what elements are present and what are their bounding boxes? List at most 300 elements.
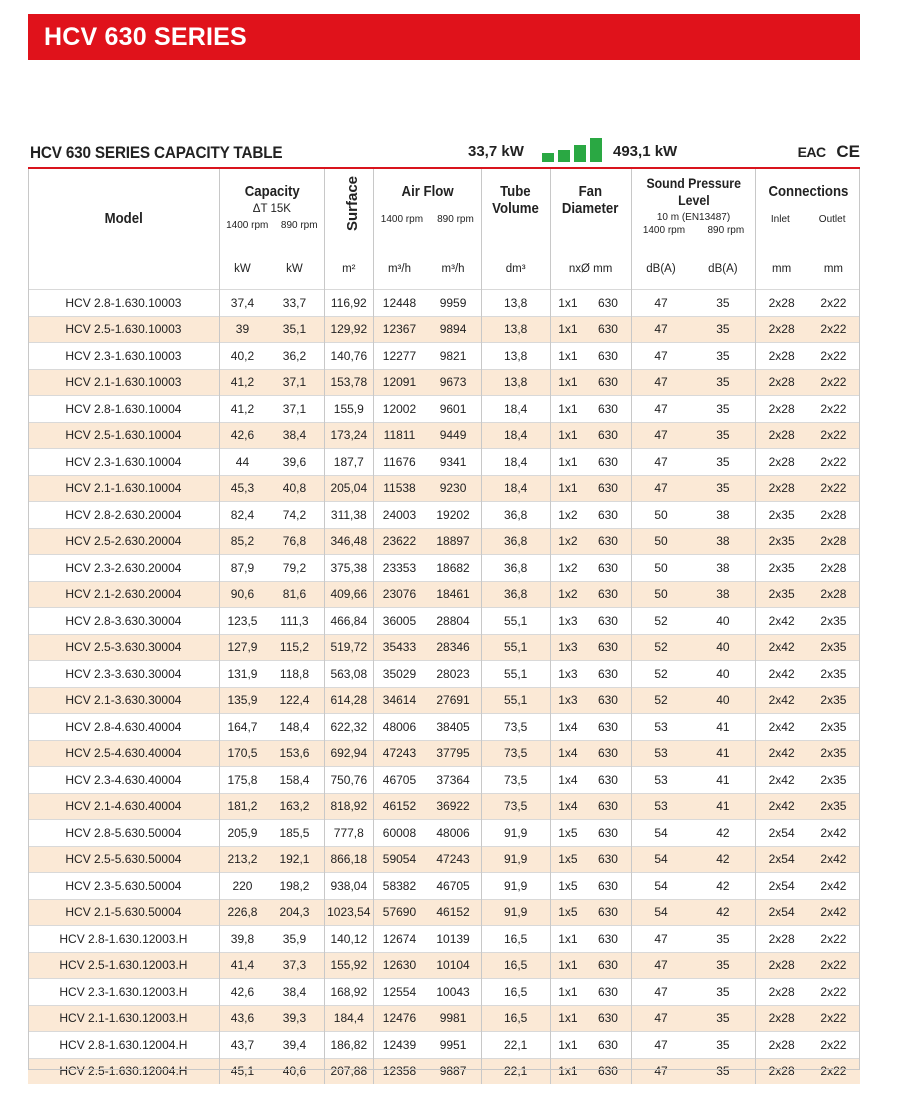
cell-surface: 614,28: [324, 687, 373, 714]
capacity-bar-3: [574, 145, 586, 162]
cell-outlet: 2x42: [807, 846, 860, 873]
cell-air-lo: 37795: [425, 740, 481, 767]
cell-air-lo: 9951: [425, 1032, 481, 1059]
cell-fan-d: 630: [585, 952, 631, 979]
cell-tube: 22,1: [481, 1058, 550, 1084]
cell-air-hi: 36005: [373, 608, 425, 635]
cell-surface: 184,4: [324, 1005, 373, 1032]
cell-air-lo: 18461: [425, 581, 481, 608]
cell-tube: 13,8: [481, 369, 550, 396]
cell-snd-hi: 47: [631, 475, 690, 502]
cell-tube: 36,8: [481, 528, 550, 555]
cell-air-lo: 9673: [425, 369, 481, 396]
cell-cap-hi: 42,6: [219, 422, 265, 449]
cell-air-hi: 34614: [373, 687, 425, 714]
cell-surface: 1023,54: [324, 899, 373, 926]
cell-fan-d: 630: [585, 714, 631, 741]
cell-inlet: 2x35: [756, 581, 807, 608]
conn-outlet: Outlet: [818, 214, 846, 225]
cell-snd-lo: 35: [690, 1005, 756, 1032]
table-row: [28, 714, 860, 741]
cell-outlet: 2x22: [807, 396, 860, 423]
cell-inlet: 2x28: [756, 1005, 807, 1032]
cell-fan-d: 630: [585, 290, 631, 317]
cell-tube: 16,5: [481, 1005, 550, 1032]
cell-air-hi: 60008: [373, 820, 425, 847]
table-row: [28, 555, 860, 582]
cell-fan-d: 630: [585, 502, 631, 529]
table-row: [28, 820, 860, 847]
cell-air-hi: 12630: [373, 952, 425, 979]
cell-cap-lo: 33,7: [265, 290, 324, 317]
cell-cap-hi: 226,8: [219, 899, 265, 926]
cell-cap-lo: 81,6: [265, 581, 324, 608]
cell-fan-n: 1x1: [550, 422, 585, 449]
cell-snd-hi: 47: [631, 449, 690, 476]
cell-fan-d: 630: [585, 608, 631, 635]
table-row: [28, 899, 860, 926]
cell-fan-d: 630: [585, 369, 631, 396]
cell-cap-hi: 37,4: [219, 290, 265, 317]
cell-snd-lo: 35: [690, 475, 756, 502]
cell-inlet: 2x35: [756, 528, 807, 555]
cell-model: HCV 2.5-1.630.10003: [28, 316, 219, 343]
cell-outlet: 2x35: [807, 740, 860, 767]
cell-air-hi: 57690: [373, 899, 425, 926]
cell-air-hi: 12358: [373, 1058, 425, 1084]
cell-cap-hi: 90,6: [219, 581, 265, 608]
table-row: [28, 687, 860, 714]
cell-surface: 140,12: [324, 926, 373, 953]
cell-cap-hi: 205,9: [219, 820, 265, 847]
cell-snd-lo: 35: [690, 369, 756, 396]
cell-inlet: 2x42: [756, 687, 807, 714]
table-row: [28, 926, 860, 953]
cell-cap-lo: 118,8: [265, 661, 324, 688]
cell-air-hi: 59054: [373, 846, 425, 873]
cell-air-lo: 9894: [425, 316, 481, 343]
cell-outlet: 2x35: [807, 661, 860, 688]
cell-cap-hi: 170,5: [219, 740, 265, 767]
cell-model: HCV 2.8-3.630.30004: [28, 608, 219, 635]
cell-outlet: 2x22: [807, 369, 860, 396]
cell-snd-hi: 52: [631, 634, 690, 661]
cell-outlet: 2x22: [807, 475, 860, 502]
cell-model: HCV 2.8-4.630.40004: [28, 714, 219, 741]
cell-inlet: 2x28: [756, 1058, 807, 1084]
cell-model: HCV 2.5-4.630.40004: [28, 740, 219, 767]
cell-air-hi: 23076: [373, 581, 425, 608]
cell-air-lo: 9601: [425, 396, 481, 423]
cell-surface: 155,9: [324, 396, 373, 423]
cell-fan-d: 630: [585, 873, 631, 900]
cell-surface: 186,82: [324, 1032, 373, 1059]
cell-model: HCV 2.3-2.630.20004: [28, 555, 219, 582]
cell-snd-hi: 47: [631, 952, 690, 979]
cell-snd-lo: 35: [690, 316, 756, 343]
cell-fan-n: 1x1: [550, 926, 585, 953]
cell-snd-hi: 50: [631, 581, 690, 608]
cell-fan-d: 630: [585, 979, 631, 1006]
cell-cap-hi: 42,6: [219, 979, 265, 1006]
cell-air-hi: 58382: [373, 873, 425, 900]
cell-snd-lo: 35: [690, 1058, 756, 1084]
cell-fan-d: 630: [585, 846, 631, 873]
cell-tube: 55,1: [481, 661, 550, 688]
cell-snd-hi: 47: [631, 1005, 690, 1032]
cell-fan-d: 630: [585, 687, 631, 714]
cell-cap-lo: 39,4: [265, 1032, 324, 1059]
cell-tube: 22,1: [481, 1032, 550, 1059]
cell-fan-d: 630: [585, 581, 631, 608]
col-fan-diameter: Fan Diameter: [550, 169, 631, 249]
unit-cap-hi: kW: [219, 249, 265, 290]
cell-surface: 519,72: [324, 634, 373, 661]
cell-cap-hi: 85,2: [219, 528, 265, 555]
cell-cap-lo: 153,6: [265, 740, 324, 767]
cell-tube: 73,5: [481, 767, 550, 794]
cell-model: HCV 2.1-4.630.40004: [28, 793, 219, 820]
table-row: [28, 475, 860, 502]
cell-surface: 818,92: [324, 793, 373, 820]
cell-snd-hi: 47: [631, 316, 690, 343]
cell-surface: 777,8: [324, 820, 373, 847]
cell-air-hi: 23353: [373, 555, 425, 582]
cell-outlet: 2x22: [807, 979, 860, 1006]
cell-cap-hi: 41,2: [219, 369, 265, 396]
capacity-max: 493,1 kW: [613, 143, 678, 160]
cell-cap-lo: 40,6: [265, 1058, 324, 1084]
cell-fan-n: 1x1: [550, 1032, 585, 1059]
cell-cap-hi: 181,2: [219, 793, 265, 820]
unit-surface: m²: [324, 249, 373, 290]
cell-cap-hi: 135,9: [219, 687, 265, 714]
cell-outlet: 2x22: [807, 449, 860, 476]
cell-surface: 866,18: [324, 846, 373, 873]
cell-fan-d: 630: [585, 1058, 631, 1084]
cell-air-lo: 46705: [425, 873, 481, 900]
cell-model: HCV 2.3-5.630.50004: [28, 873, 219, 900]
cell-cap-hi: 127,9: [219, 634, 265, 661]
cell-cap-hi: 220: [219, 873, 265, 900]
cell-air-lo: 27691: [425, 687, 481, 714]
cell-cap-lo: 36,2: [265, 343, 324, 370]
cell-snd-lo: 38: [690, 555, 756, 582]
cell-fan-n: 1x1: [550, 1005, 585, 1032]
table-row: [28, 634, 860, 661]
cell-fan-d: 630: [585, 926, 631, 953]
cell-snd-lo: 40: [690, 661, 756, 688]
table-body: [28, 290, 860, 1085]
table-row: [28, 952, 860, 979]
cell-cap-lo: 38,4: [265, 422, 324, 449]
unit-snd-lo: dB(A): [690, 249, 756, 290]
capacity-bars-icon: [542, 138, 606, 162]
col-tube-volume: Tube Volume: [481, 169, 550, 249]
cell-air-hi: 11676: [373, 449, 425, 476]
cell-snd-hi: 54: [631, 873, 690, 900]
cell-fan-n: 1x2: [550, 555, 585, 582]
cell-air-hi: 12439: [373, 1032, 425, 1059]
cell-snd-lo: 35: [690, 396, 756, 423]
table-row: [28, 449, 860, 476]
cell-inlet: 2x28: [756, 1032, 807, 1059]
cell-tube: 73,5: [481, 714, 550, 741]
cell-snd-lo: 42: [690, 873, 756, 900]
cell-fan-n: 1x1: [550, 475, 585, 502]
cell-air-hi: 46152: [373, 793, 425, 820]
cell-outlet: 2x35: [807, 687, 860, 714]
cell-cap-lo: 148,4: [265, 714, 324, 741]
cell-snd-lo: 42: [690, 820, 756, 847]
cell-cap-hi: 175,8: [219, 767, 265, 794]
table-row: [28, 316, 860, 343]
cell-model: HCV 2.1-3.630.30004: [28, 687, 219, 714]
cell-cap-lo: 37,1: [265, 369, 324, 396]
cell-inlet: 2x42: [756, 793, 807, 820]
cell-model: HCV 2.5-3.630.30004: [28, 634, 219, 661]
cell-surface: 750,76: [324, 767, 373, 794]
table-row: [28, 1032, 860, 1059]
cell-inlet: 2x42: [756, 661, 807, 688]
cell-model: HCV 2.5-5.630.50004: [28, 846, 219, 873]
cell-fan-n: 1x4: [550, 740, 585, 767]
cell-snd-hi: 47: [631, 979, 690, 1006]
cell-tube: 13,8: [481, 316, 550, 343]
cell-fan-n: 1x5: [550, 873, 585, 900]
cell-snd-lo: 41: [690, 793, 756, 820]
cell-inlet: 2x28: [756, 316, 807, 343]
cell-air-hi: 11538: [373, 475, 425, 502]
table-row: [28, 343, 860, 370]
cell-cap-hi: 44: [219, 449, 265, 476]
cell-outlet: 2x35: [807, 714, 860, 741]
cell-tube: 36,8: [481, 555, 550, 582]
cell-snd-lo: 41: [690, 767, 756, 794]
cell-snd-lo: 35: [690, 449, 756, 476]
cell-air-hi: 23622: [373, 528, 425, 555]
cell-inlet: 2x54: [756, 846, 807, 873]
cell-fan-d: 630: [585, 449, 631, 476]
cell-tube: 18,4: [481, 449, 550, 476]
cell-cap-lo: 76,8: [265, 528, 324, 555]
cell-snd-hi: 50: [631, 502, 690, 529]
cell-cap-lo: 74,2: [265, 502, 324, 529]
cell-cap-hi: 43,7: [219, 1032, 265, 1059]
cell-inlet: 2x54: [756, 899, 807, 926]
cell-surface: 116,92: [324, 290, 373, 317]
cell-fan-n: 1x4: [550, 767, 585, 794]
cell-surface: 140,76: [324, 343, 373, 370]
cell-surface: 346,48: [324, 528, 373, 555]
cell-inlet: 2x28: [756, 449, 807, 476]
cell-cap-lo: 79,2: [265, 555, 324, 582]
cell-cap-lo: 158,4: [265, 767, 324, 794]
cell-surface: 311,38: [324, 502, 373, 529]
capacity-table: [28, 169, 860, 1084]
cell-snd-lo: 42: [690, 899, 756, 926]
cell-outlet: 2x35: [807, 793, 860, 820]
cell-inlet: 2x42: [756, 714, 807, 741]
cell-fan-n: 1x3: [550, 661, 585, 688]
cell-fan-d: 630: [585, 1005, 631, 1032]
cell-cap-hi: 123,5: [219, 608, 265, 635]
cell-cap-lo: 39,6: [265, 449, 324, 476]
cell-fan-n: 1x1: [550, 343, 585, 370]
cell-snd-hi: 53: [631, 714, 690, 741]
table-row: [28, 528, 860, 555]
cell-snd-hi: 53: [631, 793, 690, 820]
cell-cap-lo: 35,1: [265, 316, 324, 343]
cap-rpm-lo: 890 rpm: [280, 220, 318, 231]
cell-surface: 205,04: [324, 475, 373, 502]
cell-cap-lo: 192,1: [265, 846, 324, 873]
table-row: [28, 1005, 860, 1032]
cell-snd-hi: 54: [631, 846, 690, 873]
cell-air-hi: 11811: [373, 422, 425, 449]
cell-cap-lo: 185,5: [265, 820, 324, 847]
table-row: [28, 846, 860, 873]
cell-fan-n: 1x1: [550, 369, 585, 396]
cell-outlet: 2x35: [807, 767, 860, 794]
cell-tube: 36,8: [481, 502, 550, 529]
cell-snd-lo: 35: [690, 926, 756, 953]
cell-air-hi: 24003: [373, 502, 425, 529]
cell-fan-n: 1x1: [550, 290, 585, 317]
table-row: [28, 873, 860, 900]
table-row: [28, 608, 860, 635]
cell-model: HCV 2.5-1.630.10004: [28, 422, 219, 449]
cell-fan-n: 1x1: [550, 449, 585, 476]
cell-air-hi: 12448: [373, 290, 425, 317]
cell-fan-d: 630: [585, 396, 631, 423]
cell-tube: 18,4: [481, 475, 550, 502]
cell-cap-hi: 82,4: [219, 502, 265, 529]
cell-inlet: 2x35: [756, 502, 807, 529]
conn-inlet: Inlet: [770, 214, 790, 225]
cell-inlet: 2x28: [756, 926, 807, 953]
series-title: HCV 630 SERIES: [44, 23, 247, 51]
cell-cap-lo: 111,3: [265, 608, 324, 635]
cell-fan-d: 630: [585, 740, 631, 767]
cell-model: HCV 2.1-1.630.10004: [28, 475, 219, 502]
cell-cap-hi: 39: [219, 316, 265, 343]
series-banner: [28, 14, 860, 60]
table-row: [28, 422, 860, 449]
cell-tube: 55,1: [481, 608, 550, 635]
cell-air-lo: 28346: [425, 634, 481, 661]
cell-fan-n: 1x1: [550, 396, 585, 423]
cell-fan-d: 630: [585, 661, 631, 688]
cell-cap-hi: 87,9: [219, 555, 265, 582]
cell-air-lo: 48006: [425, 820, 481, 847]
cell-surface: 155,92: [324, 952, 373, 979]
cell-cap-lo: 204,3: [265, 899, 324, 926]
cell-inlet: 2x28: [756, 369, 807, 396]
cell-fan-n: 1x4: [550, 714, 585, 741]
cell-cap-hi: 40,2: [219, 343, 265, 370]
cell-cap-lo: 115,2: [265, 634, 324, 661]
cell-snd-hi: 47: [631, 343, 690, 370]
cell-fan-n: 1x5: [550, 899, 585, 926]
cell-fan-n: 1x5: [550, 846, 585, 873]
cell-outlet: 2x22: [807, 1058, 860, 1084]
cell-fan-d: 630: [585, 1032, 631, 1059]
cell-air-hi: 46705: [373, 767, 425, 794]
cell-tube: 36,8: [481, 581, 550, 608]
cell-snd-hi: 47: [631, 1032, 690, 1059]
cell-tube: 91,9: [481, 873, 550, 900]
cell-model: HCV 2.8-5.630.50004: [28, 820, 219, 847]
cell-outlet: 2x35: [807, 608, 860, 635]
cell-tube: 91,9: [481, 820, 550, 847]
cell-cap-lo: 38,4: [265, 979, 324, 1006]
cell-snd-hi: 47: [631, 1058, 690, 1084]
cell-snd-hi: 47: [631, 422, 690, 449]
cell-snd-lo: 38: [690, 528, 756, 555]
cell-inlet: 2x28: [756, 290, 807, 317]
cell-cap-lo: 37,1: [265, 396, 324, 423]
cell-cap-hi: 43,6: [219, 1005, 265, 1032]
cell-surface: 409,66: [324, 581, 373, 608]
cell-snd-hi: 52: [631, 608, 690, 635]
cell-tube: 55,1: [481, 687, 550, 714]
unit-air-lo: m³/h: [425, 249, 481, 290]
cell-snd-lo: 38: [690, 502, 756, 529]
cell-cap-hi: 41,2: [219, 396, 265, 423]
cell-air-hi: 12002: [373, 396, 425, 423]
cell-air-lo: 28804: [425, 608, 481, 635]
cell-outlet: 2x22: [807, 422, 860, 449]
cell-fan-n: 1x4: [550, 793, 585, 820]
cell-snd-hi: 54: [631, 899, 690, 926]
unit-snd-hi: dB(A): [631, 249, 690, 290]
cell-fan-d: 630: [585, 793, 631, 820]
cell-air-lo: 36922: [425, 793, 481, 820]
cell-outlet: 2x42: [807, 873, 860, 900]
cell-tube: 73,5: [481, 793, 550, 820]
cell-snd-lo: 40: [690, 634, 756, 661]
cell-air-lo: 18682: [425, 555, 481, 582]
cell-model: HCV 2.1-1.630.12003.H: [28, 1005, 219, 1032]
cell-fan-d: 630: [585, 767, 631, 794]
cell-tube: 55,1: [481, 634, 550, 661]
cell-snd-lo: 38: [690, 581, 756, 608]
cell-surface: 129,92: [324, 316, 373, 343]
cell-outlet: 2x42: [807, 899, 860, 926]
cell-cap-hi: 213,2: [219, 846, 265, 873]
cell-cap-hi: 131,9: [219, 661, 265, 688]
cell-surface: 563,08: [324, 661, 373, 688]
cell-outlet: 2x28: [807, 528, 860, 555]
cell-air-hi: 12367: [373, 316, 425, 343]
cell-tube: 13,8: [481, 290, 550, 317]
cell-surface: 207,88: [324, 1058, 373, 1084]
units-row: [28, 249, 860, 290]
cell-model: HCV 2.1-2.630.20004: [28, 581, 219, 608]
cell-snd-hi: 47: [631, 926, 690, 953]
cell-surface: 375,38: [324, 555, 373, 582]
cell-tube: 16,5: [481, 979, 550, 1006]
cell-cap-lo: 122,4: [265, 687, 324, 714]
snd-rpm-lo: 890 rpm: [707, 225, 745, 236]
cell-inlet: 2x42: [756, 767, 807, 794]
cell-model: HCV 2.8-1.630.10004: [28, 396, 219, 423]
cell-model: HCV 2.8-1.630.10003: [28, 290, 219, 317]
cell-surface: 173,24: [324, 422, 373, 449]
cell-snd-lo: 40: [690, 687, 756, 714]
table-row: [28, 1058, 860, 1084]
